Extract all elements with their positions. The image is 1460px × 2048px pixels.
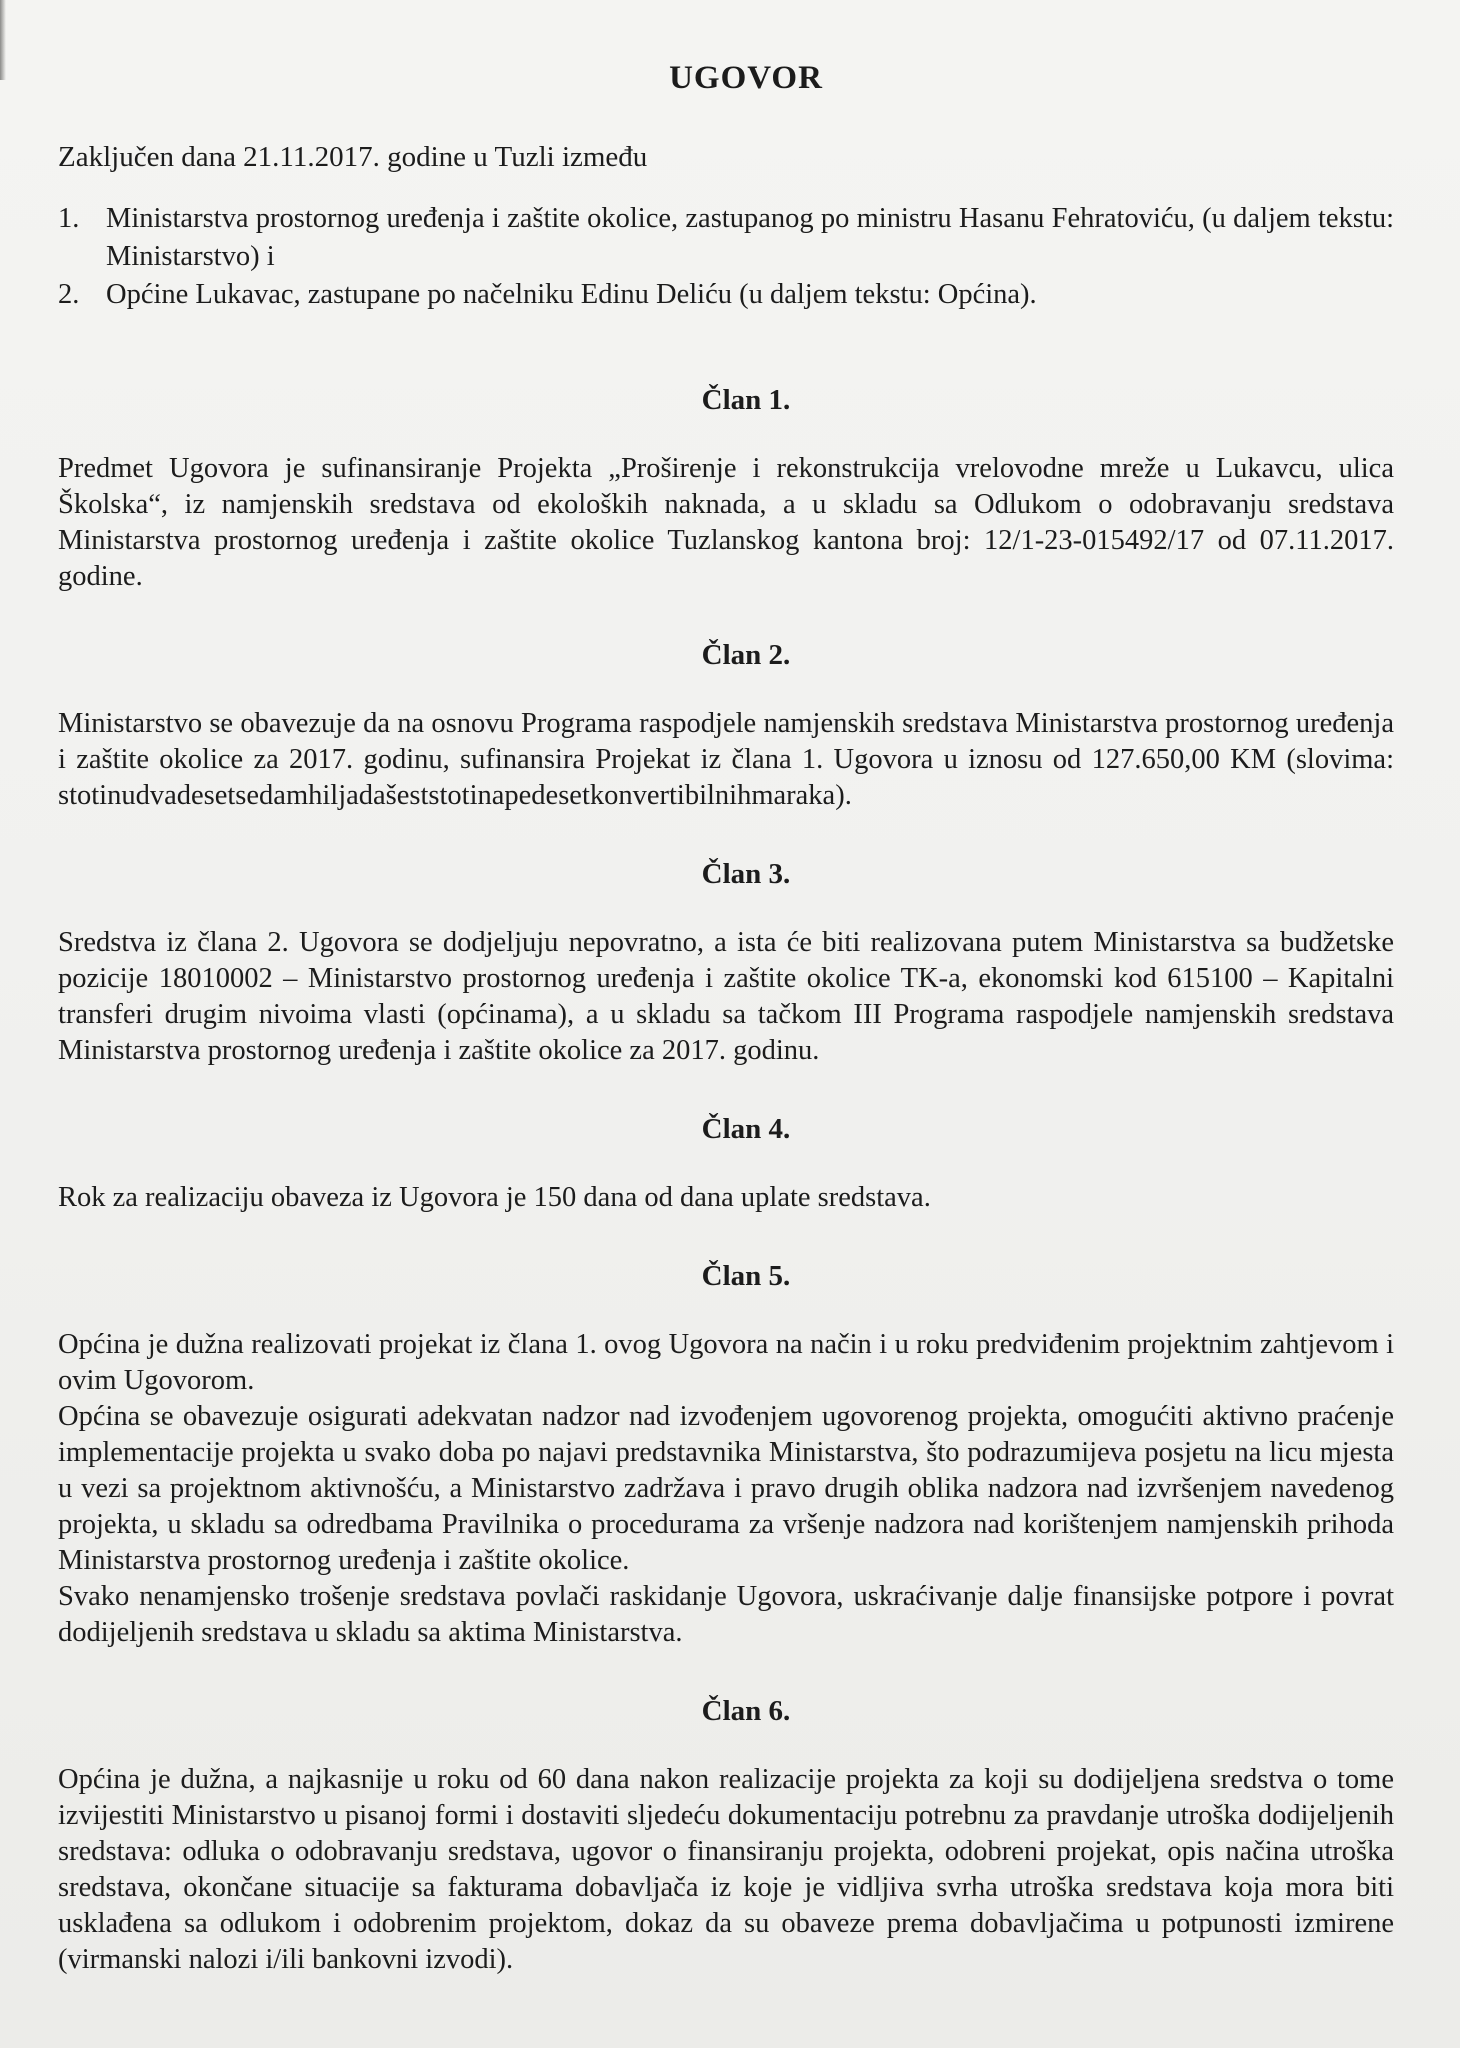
article-heading: Član 1. — [701, 384, 791, 416]
party-number: 1. — [58, 203, 80, 234]
page-edge-shadow — [0, 0, 6, 80]
article-heading: Član 4. — [701, 1113, 791, 1145]
article-heading: Član 6. — [701, 1695, 791, 1727]
article-paragraph: Općina je dužna, a najkasnije u roku od 60 dana nakon realizacije projekta za koji su dodijeljena sredstva o tome izvijestiti Ministarstvo u pisanoj formi i dostaviti sljedeću dokumentaciju potrebnu za pravdanje utroška dodijeljenih sredstava: odluka o odobravanju sredstava, ugovor o finansiranju projekta, odobreni projekat, opis načina utroška sredstava, okončane situacije sa fakturama dobavljača iz koje je vidljiva svrha utroška sredstava koja mora biti usklađena sa odlukom i odobrenim projektom, dokaz da su obaveze prema dobavljačima u potpunosti izmirene (virmanski nalozi i/ili bankovni izvodi). — [58, 1764, 1394, 1975]
article-paragraph: Svako nenamjensko trošenje sredstava povlači raskidanje Ugovora, uskraćivanje dalje finansijske potpore i povrat dodijeljenih sredstava u skladu sa aktima Ministarstva. — [58, 1581, 1394, 1648]
document-title: UGOVOR — [669, 60, 823, 96]
article-paragraph: Općina se obavezuje osigurati adekvatan nadzor nad izvođenjem ugovorenog projekta, omogućiti aktivno praćenje implementacije projekta u svako doba po najavi predstavnika Ministarstva, što podrazumijeva posjetu na licu mjesta u vezi sa projektnom aktivnošću, a Ministarstvo zadržava i pravo drugih oblika nadzora nad izvršenjem navedenog projekta, u skladu sa odredbama Pravilnika o procedurama za vršenje nadzora nad korištenjem namjenskih prihoda Ministarstva prostornog uređenja i zaštite okolice. — [58, 1401, 1394, 1576]
party-text: Općine Lukavac, zastupane po načelniku Edinu Deliću (u daljem tekstu: Općina). — [106, 279, 1037, 310]
article-paragraph: Sredstva iz člana 2. Ugovora se dodjeljuju nepovratno, a ista će biti realizovana putem Ministarstva sa budžetske pozicije 18010002 – Ministarstvo prostornog uređenja i zaštite okolice TK-a, ekonomski kod 615100 – Kapitalni transferi drugim nivoima vlasti (općinama), a u skladu sa tačkom III Programa raspodjele namjenskih sredstava Ministarstva prostornog uređenja i zaštite okolice za 2017. godinu. — [58, 927, 1394, 1066]
article-heading: Član 5. — [701, 1260, 791, 1292]
party-list — [58, 200, 1394, 314]
article-paragraph: Predmet Ugovora je sufinansiranje Projekta „Proširenje i rekonstrukcija vrelovodne mreže u Lukavcu, ulica Školska“, iz namjenskih sredstava od ekoloških naknada, a u skladu sa Odlukom o odobravanju sredstava Ministarstva prostornog uređenja i zaštite okolice Tuzlanskog kantona broj: 12/1-23-015492/17 od 07.11.2017. godine. — [58, 453, 1394, 592]
article-heading: Član 3. — [701, 858, 791, 890]
article-paragraph: Općina je dužna realizovati projekat iz člana 1. ovog Ugovora na način i u roku predviđenim projektnim zahtjevom i ovim Ugovorom. — [58, 1329, 1394, 1396]
document-intro: Zaključen dana 21.11.2017. godine u Tuzli između — [58, 141, 648, 173]
party-item — [58, 200, 1394, 276]
party-number: 2. — [58, 279, 80, 310]
article-paragraph: Rok za realizaciju obaveza iz Ugovora je 150 dana od dana uplate sredstava. — [58, 1182, 931, 1213]
article-paragraph: Ministarstvo se obavezuje da na osnovu Programa raspodjele namjenskih sredstava Ministarstva prostornog uređenja i zaštite okolice za 2017. godinu, sufinansira Projekat iz člana 1. Ugovora u iznosu od 127.650,00 KM (slovima: stotinudvadesetsedamhiljadašeststotinapedesetkonvertibilnihmaraka). — [58, 708, 1394, 811]
party-item — [58, 276, 1394, 314]
party-text: Ministarstva prostornog uređenja i zaštite okolice, zastupanog po ministru Hasanu Fehratoviću, (u daljem tekstu: Ministarstvo) i — [106, 203, 1394, 272]
article-heading: Član 2. — [701, 639, 791, 671]
